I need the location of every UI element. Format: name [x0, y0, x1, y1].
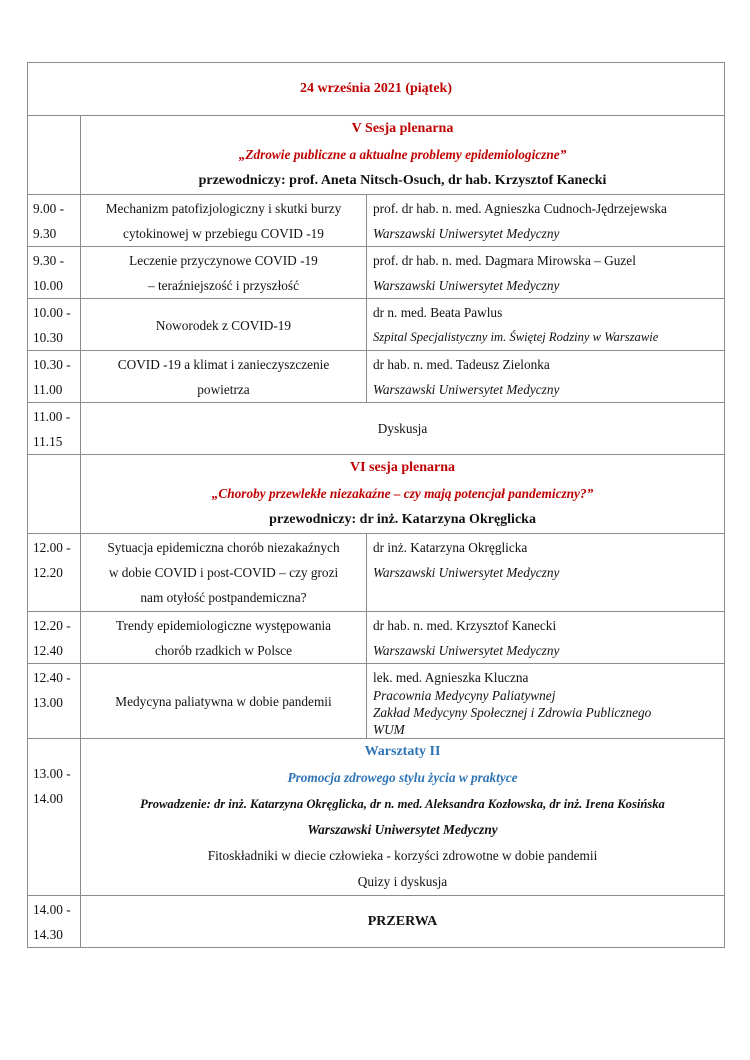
speaker-name: dr hab. n. med. Krzysztof Kanecki: [373, 618, 557, 633]
time-cell: 14.00 - 14.30: [28, 896, 81, 948]
agenda-row: [28, 534, 725, 612]
time-cell: 13.00 - 14.00: [28, 739, 81, 896]
session-chairs: przewodniczy: dr inż. Katarzyna Okręglicka: [269, 512, 536, 527]
talk-title: Sytuacja epidemiczna chorób niezakaźnych w dobie COVID i post-COVID – czy grozi nam otyłość postpandemiczna?: [81, 534, 367, 612]
speaker-name: lek. med. Agnieszka Kluczna: [373, 670, 529, 685]
talk-title: Noworodek z COVID-19: [81, 299, 367, 351]
speaker-affiliation: Warszawski Uniwersytet Medyczny: [373, 565, 560, 580]
time-cell: 11.00 - 11.15: [28, 403, 81, 455]
date-heading: 24 września 2021 (piątek): [28, 63, 725, 116]
speaker-cell: [367, 534, 725, 612]
workshop-leaders: Prowadzenie: dr inż. Katarzyna Okręglicka, dr n. med. Aleksandra Kozłowska, dr inż. Irena Kosińska: [140, 797, 665, 811]
agenda-row: [28, 195, 725, 247]
session-chairs: przewodniczy: prof. Aneta Nitsch-Osuch, dr hab. Krzysztof Kanecki: [198, 173, 607, 188]
speaker-affiliation: Zakład Medycyny Społecznej i Zdrowia Publicznego: [373, 705, 652, 720]
agenda-row: [28, 664, 725, 739]
workshop-topic: Fitoskładniki w diecie człowieka - korzyści zdrowotne w dobie pandemii: [207, 848, 598, 863]
workshop-activity: Quizy i dyskusja: [357, 874, 448, 889]
speaker-cell: [367, 351, 725, 403]
discussion-label: Dyskusja: [81, 403, 725, 455]
session-header: [81, 455, 725, 534]
break-row: [28, 896, 725, 948]
session-header-row: [28, 455, 725, 534]
agenda-row: [28, 247, 725, 299]
empty-time-cell: [28, 455, 81, 534]
time-cell: 12.40 - 13.00: [28, 664, 81, 739]
session-header-row: [28, 116, 725, 195]
session-header: [81, 116, 725, 195]
speaker-affiliation: WUM: [373, 722, 405, 737]
workshop-subtitle: Promocja zdrowego stylu życia w praktyce: [287, 770, 518, 785]
break-label: PRZERWA: [81, 896, 725, 948]
workshop-institution: Warszawski Uniwersytet Medyczny: [307, 822, 498, 837]
time-cell: 12.00 - 12.20: [28, 534, 81, 612]
speaker-affiliation: Warszawski Uniwersytet Medyczny: [373, 643, 560, 658]
workshop-row: [28, 739, 725, 896]
speaker-affiliation: Warszawski Uniwersytet Medyczny: [373, 382, 560, 397]
speaker-name: dr hab. n. med. Tadeusz Zielonka: [373, 357, 550, 372]
speaker-cell: [367, 195, 725, 247]
speaker-cell: [367, 664, 725, 739]
speaker-name: dr inż. Katarzyna Okręglicka: [373, 540, 528, 555]
session-heading: VI sesja plenarna: [349, 460, 455, 475]
speaker-name: prof. dr hab. n. med. Agnieszka Cudnoch-Jędrzejewska: [373, 201, 667, 216]
speaker-affiliation: Pracownia Medycyny Paliatywnej: [373, 688, 556, 703]
speaker-cell: [367, 299, 725, 351]
workshop-heading: Warsztaty II: [364, 744, 441, 759]
time-cell: 9.30 - 10.00: [28, 247, 81, 299]
empty-time-cell: [28, 116, 81, 195]
talk-title: Trendy epidemiologiczne występowania chorób rzadkich w Polsce: [81, 612, 367, 664]
talk-title: COVID -19 a klimat i zanieczyszczenie powietrza: [81, 351, 367, 403]
agenda-row: [28, 351, 725, 403]
talk-title: Mechanizm patofizjologiczny i skutki burzy cytokinowej w przebiegu COVID -19: [81, 195, 367, 247]
time-cell: 9.00 - 9.30: [28, 195, 81, 247]
workshop-cell: [81, 739, 725, 896]
programme-table: [27, 62, 725, 948]
discussion-row: [28, 403, 725, 455]
speaker-affiliation: Warszawski Uniwersytet Medyczny: [373, 278, 560, 293]
date-row: [28, 63, 725, 116]
session-heading: V Sesja plenarna: [351, 121, 454, 136]
speaker-name: prof. dr hab. n. med. Dagmara Mirowska – Guzel: [373, 253, 636, 268]
talk-title: Leczenie przyczynowe COVID -19 – teraźniejszość i przyszłość: [81, 247, 367, 299]
speaker-affiliation: Szpital Specjalistyczny im. Świętej Rodziny w Warszawie: [373, 330, 659, 344]
time-cell: 12.20 - 12.40: [28, 612, 81, 664]
agenda-row: [28, 612, 725, 664]
speaker-cell: [367, 612, 725, 664]
time-cell: 10.30 - 11.00: [28, 351, 81, 403]
agenda-row: [28, 299, 725, 351]
session-subtitle: „Zdrowie publiczne a aktualne problemy epidemiologiczne”: [238, 147, 567, 162]
speaker-name: dr n. med. Beata Pawlus: [373, 305, 503, 320]
speaker-cell: [367, 247, 725, 299]
session-subtitle: „Choroby przewlekłe niezakaźne – czy mają potencjał pandemiczny?”: [211, 486, 594, 501]
speaker-affiliation: Warszawski Uniwersytet Medyczny: [373, 226, 560, 241]
talk-title: Medycyna paliatywna w dobie pandemii: [81, 664, 367, 739]
time-cell: 10.00 - 10.30: [28, 299, 81, 351]
